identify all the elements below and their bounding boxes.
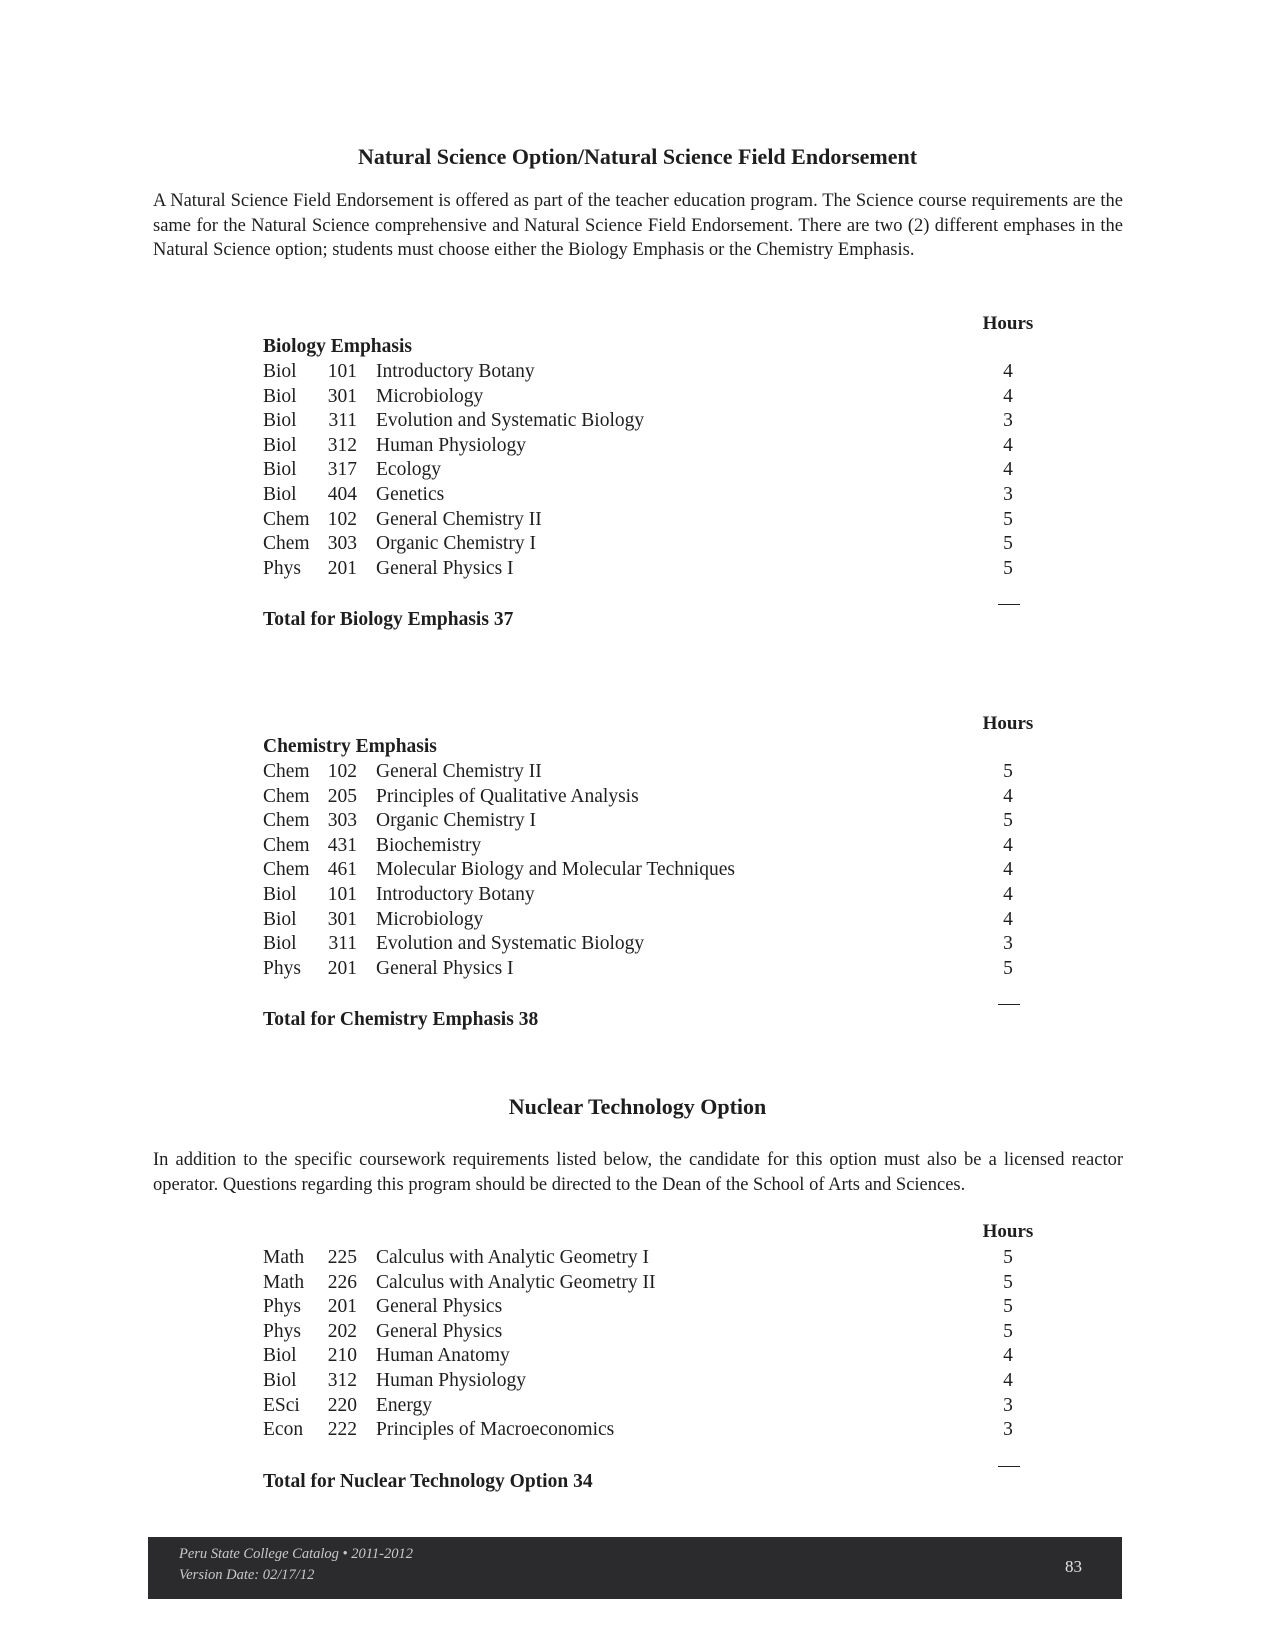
course-title: Calculus with Analytic Geometry I [376,1247,649,1268]
course-hours: 5 [1003,810,1013,832]
course-row [263,785,1043,810]
course-row [263,508,1043,533]
course-dept: Chem [263,859,310,881]
total-row [263,607,1043,633]
course-number: 101 [327,361,357,382]
course-dept: Chem [263,810,310,832]
course-row [263,809,1043,834]
course-dept: Biol [263,884,297,905]
course-number: 311 [328,933,357,955]
course-title: General Physics I [376,957,514,979]
course-row [263,1295,1043,1320]
course-hours: 5 [1003,1320,1013,1342]
course-number: 201 [327,1296,357,1318]
course-title: Introductory Botany [376,884,535,905]
course-dept: Biol [263,908,297,930]
course-title: Genetics [376,484,445,505]
course-row [263,1418,1043,1443]
course-dept: Biol [263,933,297,955]
course-hours: 4 [1003,361,1013,382]
course-number: 201 [327,957,357,979]
course-title: General Physics [376,1320,503,1342]
course-number: 431 [327,834,357,856]
total-row [263,1007,1043,1033]
course-hours: 4 [1003,459,1013,481]
course-row [263,858,1043,883]
course-number: 311 [328,410,357,432]
course-dept: Chem [263,761,310,782]
course-hours: 4 [1003,908,1013,930]
course-dept: Chem [263,533,310,555]
course-row [263,557,1043,582]
total-hours: 34 [573,1471,593,1492]
course-dept: Phys [263,1296,301,1318]
chemistry-emphasis-table [263,713,1043,1043]
course-dept: Chem [263,508,310,530]
course-hours: 4 [1003,1370,1013,1391]
course-number: 312 [327,1370,357,1391]
course-title: Evolution and Systematic Biology [376,933,645,955]
course-title: Biochemistry [376,834,482,856]
course-dept: Chem [263,785,310,807]
course-hours: 4 [1003,834,1013,856]
course-number: 202 [327,1320,357,1342]
course-hours: 4 [1003,884,1013,905]
course-hours: 5 [1003,533,1013,555]
course-number: 102 [327,508,357,530]
total-row [263,1469,1043,1495]
emphasis-title: Biology Emphasis [263,336,413,357]
course-number: 226 [327,1271,357,1293]
course-number: 317 [327,459,357,481]
course-row [263,957,1043,982]
course-row [263,458,1043,483]
course-dept: Chem [263,834,310,856]
course-row [263,834,1043,859]
course-hours: 4 [1003,859,1013,881]
course-dept: Biol [263,361,297,382]
course-number: 222 [327,1419,357,1441]
biology-emphasis-table [263,313,1043,643]
course-number: 404 [327,484,357,505]
course-title: Human Physiology [376,1370,527,1391]
sum-line [998,1466,1020,1467]
emphasis-title: Chemistry Emphasis [263,736,437,757]
course-row [263,1394,1043,1419]
course-hours: 3 [1003,484,1013,505]
course-number: 210 [327,1345,357,1367]
course-row [263,532,1043,557]
course-number: 205 [327,785,357,807]
course-row [263,483,1043,508]
course-dept: Biol [263,410,297,432]
course-hours: 3 [1003,1394,1013,1416]
page-number: 83 [1065,1557,1082,1576]
course-number: 220 [327,1394,357,1416]
total-label: Total for Chemistry Emphasis [263,1009,514,1030]
nuclear-heading: Nuclear Technology Option [508,1094,767,1119]
total-label: Total for Nuclear Technology Option [263,1471,569,1492]
course-hours: 5 [1003,557,1013,579]
course-hours: 4 [1003,785,1013,807]
course-title: Microbiology [376,385,484,407]
course-dept: Biol [263,459,297,481]
course-dept: Math [263,1271,305,1293]
course-title: Molecular Biology and Molecular Techniques [376,859,735,881]
course-row [263,1344,1043,1369]
course-number: 301 [327,908,357,930]
course-row [263,1271,1043,1296]
course-title: General Physics [376,1296,503,1318]
course-hours: 3 [1003,410,1013,432]
course-title: Energy [376,1394,432,1416]
course-hours: 4 [1003,1345,1013,1367]
course-hours: 3 [1003,933,1013,955]
sum-line [998,604,1020,605]
course-hours: 5 [1003,1271,1013,1293]
course-title: Human Anatomy [376,1345,510,1367]
course-title: Calculus with Analytic Geometry II [376,1271,656,1293]
course-dept: Phys [263,957,301,979]
course-hours: 4 [1003,434,1013,456]
course-title: General Chemistry II [376,761,542,782]
course-hours: 4 [1003,385,1013,407]
course-dept: Math [263,1247,305,1268]
course-title: Microbiology [376,908,484,930]
course-title: Introductory Botany [376,361,535,382]
course-row [263,883,1043,908]
course-number: 101 [327,884,357,905]
course-number: 461 [327,859,357,881]
course-title: General Physics I [376,557,514,579]
version-date: Version Date: 02/17/12 [179,1567,315,1583]
course-dept: Biol [263,484,297,505]
total-hours: 37 [493,609,514,630]
course-row [263,409,1043,434]
course-title: Organic Chemistry I [376,810,536,832]
course-number: 303 [327,810,357,832]
hours-header: Hours [982,713,1034,734]
course-number: 312 [327,434,357,456]
hours-header: Hours [982,1221,1034,1242]
total-hours: 38 [518,1009,539,1030]
course-title: Ecology [376,459,441,481]
course-dept: ESci [263,1394,300,1416]
course-title: Principles of Qualitative Analysis [376,785,639,807]
course-number: 301 [327,385,357,407]
sum-line [998,1004,1020,1005]
course-dept: Phys [263,557,301,579]
course-title: Evolution and Systematic Biology [376,410,645,432]
course-number: 225 [327,1247,357,1268]
course-dept: Biol [263,1345,297,1367]
course-dept: Phys [263,1320,301,1342]
course-row [263,760,1043,785]
catalog-title: Peru State College Catalog • 2011-2012 [179,1546,413,1562]
course-row [263,1246,1043,1271]
course-title: Principles of Macroeconomics [376,1419,615,1441]
intro-paragraph: A Natural Science Field Endorsement is offered as part of the teacher education program. The Science course requirements are the same for the Natural Science comprehensive and Natural Science Field Endorsement. There are two (2) different emphases in the Natural Science option; students must choose either the Biology Emphasis or the Chemistry Emphasis. [153,191,1123,260]
course-number: 303 [327,533,357,555]
course-hours: 5 [1003,957,1013,979]
course-title: Human Physiology [376,434,527,456]
course-row [263,360,1043,385]
course-number: 201 [327,557,357,579]
course-title: General Chemistry II [376,508,542,530]
page-title: Natural Science Option/Natural Science Field Endorsement [357,144,918,169]
course-dept: Econ [263,1419,304,1441]
course-number: 102 [327,761,357,782]
course-row [263,385,1043,410]
course-hours: 5 [1003,508,1013,530]
course-title: Organic Chemistry I [376,533,536,555]
course-hours: 5 [1003,1247,1013,1268]
course-hours: 3 [1003,1419,1013,1441]
course-row [263,434,1043,459]
course-dept: Biol [263,385,297,407]
total-label: Total for Biology Emphasis [263,609,489,630]
course-row [263,1369,1043,1394]
course-hours: 5 [1003,1296,1013,1318]
nuclear-technology-table [263,1221,1043,1501]
hours-header: Hours [982,313,1034,334]
page-footer [148,1537,1122,1599]
course-row [263,1320,1043,1345]
course-dept: Biol [263,434,297,456]
course-hours: 5 [1003,761,1013,782]
course-dept: Biol [263,1370,297,1391]
course-row [263,932,1043,957]
nuclear-intro-paragraph: In addition to the specific coursework requirements listed below, the candidate for this option must also be a licensed reactor operator. Questions regarding this program should be directed to the Dean of the School of Arts and Sciences. [153,1150,1123,1195]
course-row [263,908,1043,933]
